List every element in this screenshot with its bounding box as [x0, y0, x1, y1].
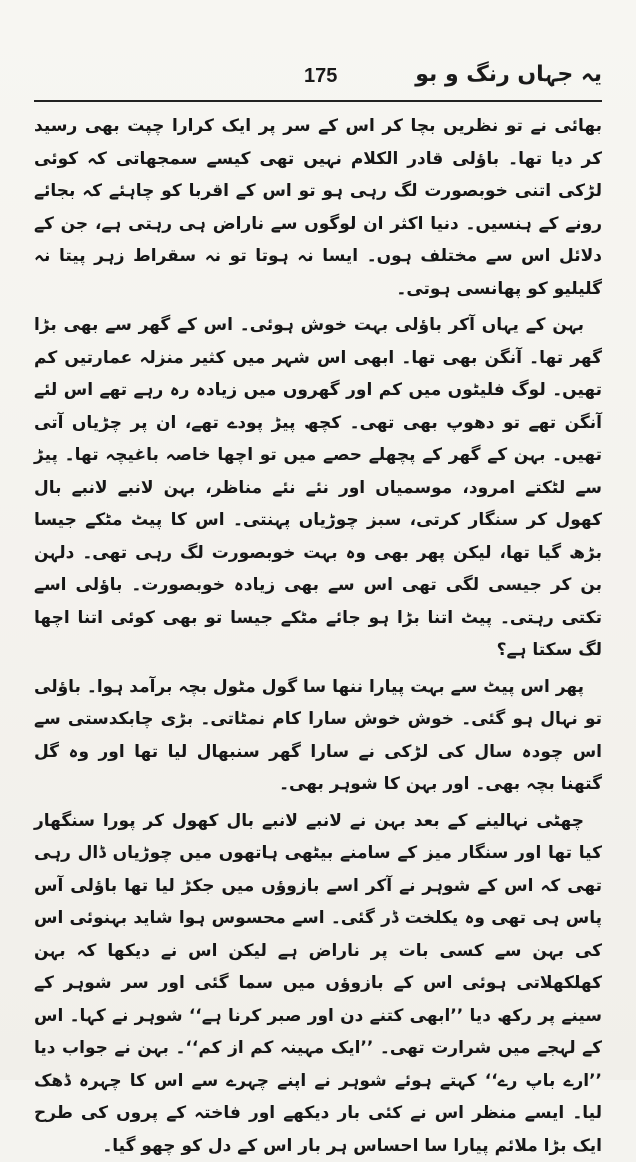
page-body — [34, 110, 602, 1162]
book-title: یہ جہاں رنگ و بو — [415, 60, 602, 90]
paragraph-3: پھر اس پیٹ سے بہت پیارا ننھا سا گول مٹول بچہ برآمد ہوا۔ باؤلی تو نہال ہو گئی۔ خوش خوش سارا کام نمٹاتی۔ بڑی چابکدستی سے اس چودہ سال کی لڑکی نے سارا گھر سنبھال لیا تھا اور وہ گل گتھنا بچہ بھی۔ اور بہن کا شوہر بھی۔ — [34, 671, 602, 801]
page-header — [34, 60, 602, 94]
page-number: 175 — [304, 62, 337, 90]
paragraph-2: بہن کے یہاں آکر باؤلی بہت خوش ہوئی۔ اس کے گھر سے بھی بڑا گھر تھا۔ آنگن بھی تھا۔ ابھی اس شہر میں کثیر منزلہ عمارتیں کم تھیں۔ لوگ فلیٹوں میں کم اور گھروں میں زیادہ رہ رہے تھے اس لئے آنگن تھے تو دھوپ بھی تھی۔ کچھ پیڑ پودے تھے، ان پر چڑیاں آتی تھیں۔ بہن کے گھر کے پچھلے حصے میں تو اچھا خاصہ باغیچہ تھا۔ پیڑ سے لٹکتے امرود، موسمیاں اور نئے نئے مناظر، بہن لانبے لانبے بال کھول کر سنگار کرتی، سبز چوڑیاں پہنتی۔ اس کا پیٹ مٹکے جیسا بڑھ گیا تھا، لیکن پھر بھی وہ بہت خوبصورت لگ رہی تھی۔ دلہن بن کر جیسی لگی تھی اس سے بھی زیادہ خوبصورت۔ باؤلی اسے تکتی رہتی۔ پیٹ اتنا بڑا ہو جائے مٹکے جیسا تو بھی کوئی اتنا اچھا لگ سکتا ہے؟ — [34, 309, 602, 667]
paragraph-4: چھٹی نہالینے کے بعد بہن نے لانبے لانبے بال کھول کر پورا سنگھار کیا تھا اور سنگار میز کے سامنے بیٹھی ہاتھوں میں چوڑیاں ڈال رہی تھی کہ اس کے شوہر نے آکر اسے بازوؤں میں جکڑ لیا تھا باؤلی آس پاس ہی تھی وہ یکلخت ڈر گئی۔ اسے محسوس ہوا شاید بہنوئی اس کی بہن سے کسی بات پر ناراض ہے لیکن اس نے دیکھا کہ بہن کھلکھلاتی ہوئی اس کے بازوؤں میں سما گئی اور سر شوہر کے سینے پر رکھ دیا ’’ابھی کتنے دن اور صبر کرنا ہے‘‘ شوہر نے کہا۔ اس کے لہجے میں شرارت تھی۔ ’’ایک مہینہ کم از کم‘‘۔ بہن نے جواب دیا ’’ارے باپ رے‘‘ کہتے ہوئے شوہر نے اپنے چہرے سے اس کا چہرہ ڈھک لیا۔ ایسے منظر اس نے کئی بار دیکھے اور فاختہ کے پروں کی طرح ایک بڑا ملائم پیارا سا احساس ہر بار اس کے دل کو چھو گیا۔ — [34, 805, 602, 1162]
paragraph-1: بھائی نے تو نظریں بچا کر اس کے سر پر ایک کرارا چپت بھی رسید کر دیا تھا۔ باؤلی قادر الکلام نہیں تھی کیسے سمجھاتی کہ کوئی لڑکی اتنی خوبصورت لگ رہی ہو تو اس کے اقربا کو چاہئے کہ بجائے رونے کے ہنسیں۔ دنیا اکثر ان لوگوں سے ناراض ہی رہتی ہے، جن کے دلائل اس سے مختلف ہوں۔ ایسا نہ ہوتا تو نہ سقراط زہر پیتا نہ گلیلیو کو پھانسی ہوتی۔ — [34, 110, 602, 305]
header-rule — [34, 100, 602, 102]
